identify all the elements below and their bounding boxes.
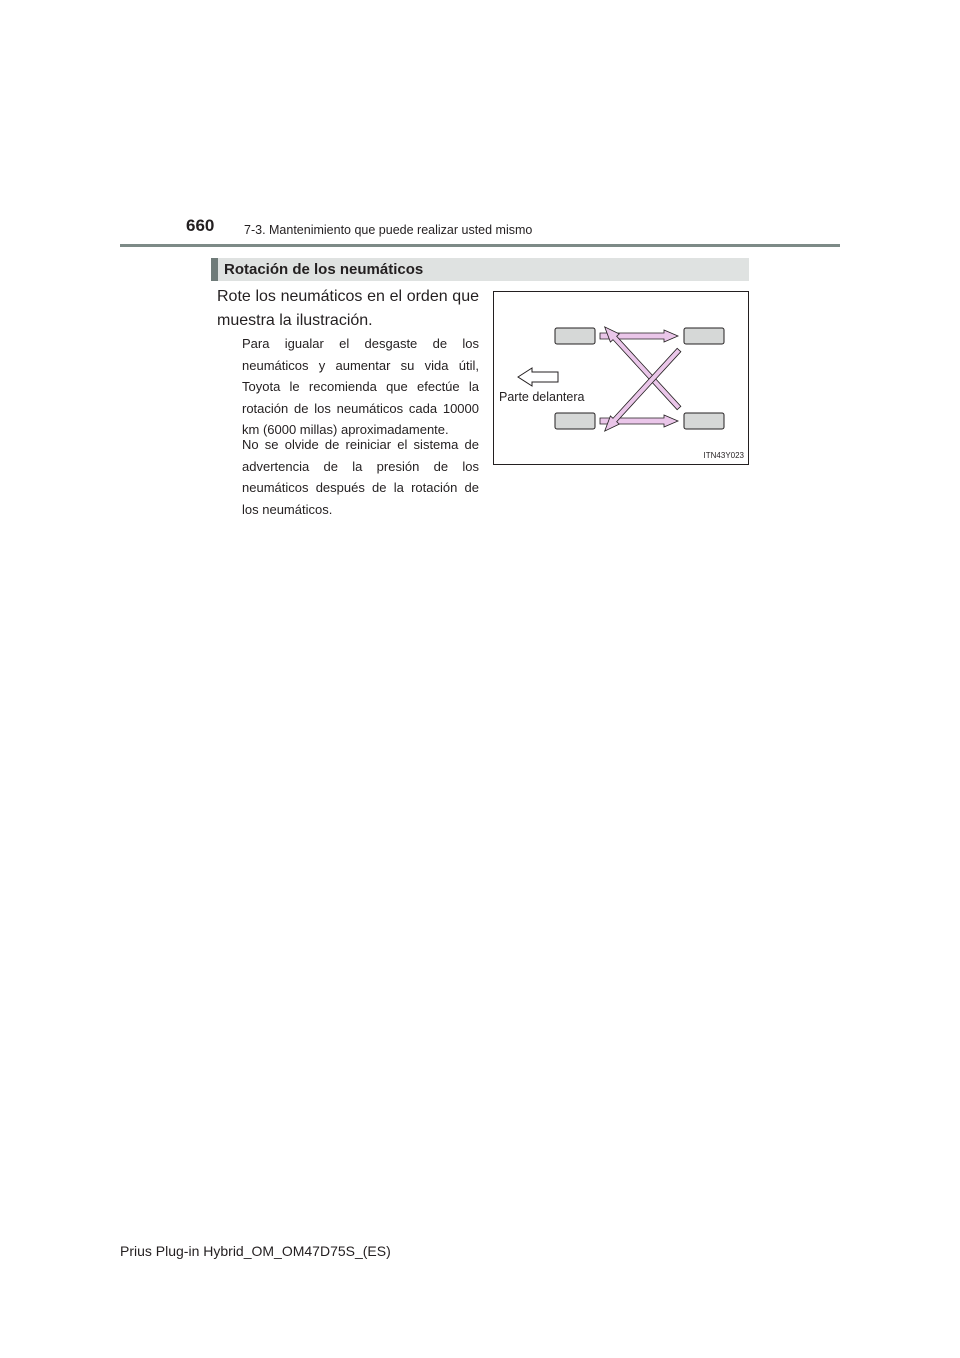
page-number: 660 [186,216,215,235]
figure-code: ITN43Y023 [703,451,744,460]
front-label: Parte delantera [499,390,585,404]
tire-front-right [555,413,595,429]
note-text: Para igualar el desgaste de los neumáticos y aumentar su vida útil, Toyota le recomienda que efectúe la rotación de los neumáticos cada 10000 km (6000 millas) aproximadamente. [242,336,479,437]
section-title-marker [211,258,218,281]
section-title: Rotación de los neumáticos [224,261,424,278]
front-direction-arrow [518,368,558,386]
tire-rotation-diagram [494,292,750,466]
footer-text: Prius Plug-in Hybrid_OM_OM47D75S_(ES) [120,1243,391,1259]
tire-rotation-figure [493,291,749,465]
section-header: 7-3. Mantenimiento que puede realizar usted mismo [244,223,533,237]
intro-text: Rote los neumáticos en el orden que muestra la ilustración. [217,288,479,329]
header-rule [120,244,840,247]
note-text: No se olvide de reiniciar el sistema de advertencia de la presión de los neumáticos después de la rotación de los neumáticos. [242,437,479,517]
tire-rear-left [684,328,724,344]
tire-rear-right [684,413,724,429]
tire-front-left [555,328,595,344]
